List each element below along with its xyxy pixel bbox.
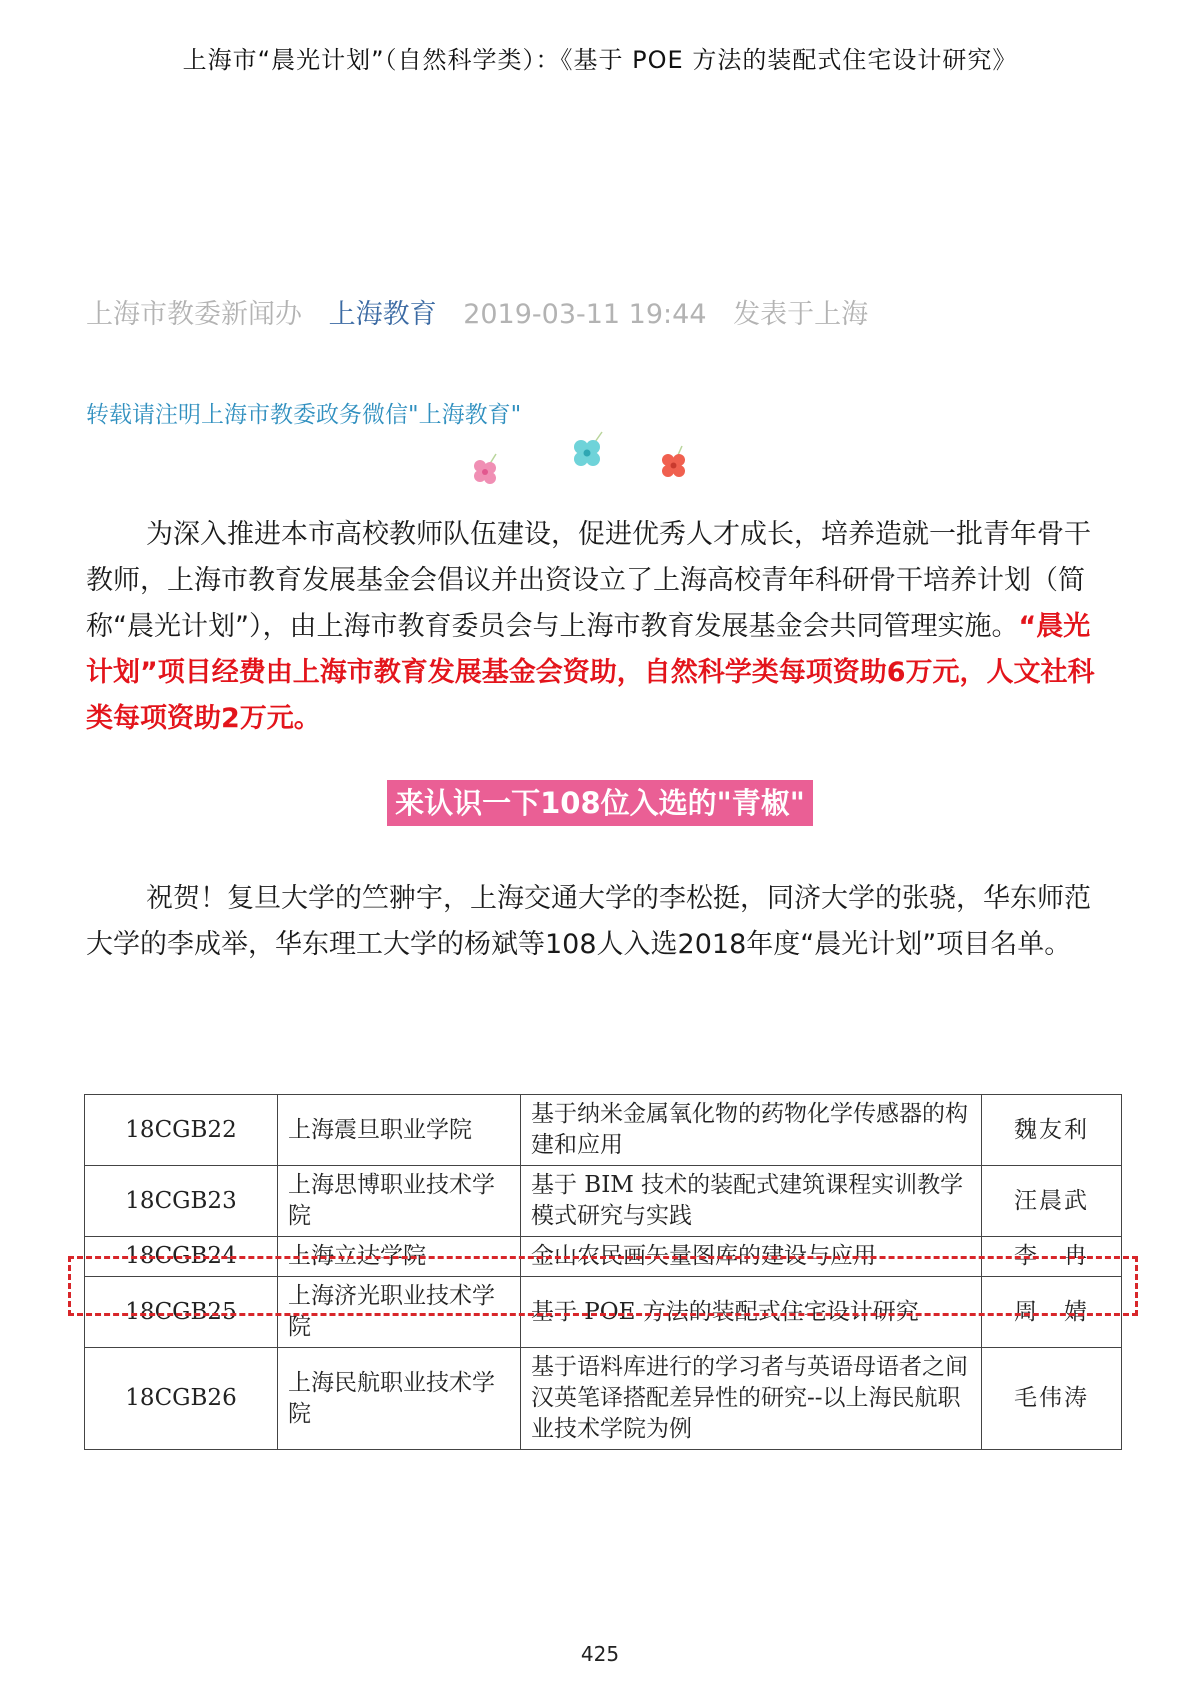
project-code: 18CGB23 (85, 1166, 278, 1237)
section-heading-wrap (0, 780, 1200, 826)
article-meta (86, 292, 886, 331)
page-number: 425 (580, 1642, 620, 1666)
table-row (85, 1277, 1122, 1348)
project-code: 18CGB22 (85, 1095, 278, 1166)
meta-source: 上海市教委新闻办 (86, 299, 302, 330)
school-name: 上海济光职业技术学院 (278, 1277, 521, 1348)
section-heading: 来认识一下108位入选的"青椒" (387, 780, 813, 826)
project-code: 18CGB25 (85, 1277, 278, 1348)
person-name: 汪晨武 (982, 1166, 1122, 1237)
person-name: 魏友利 (982, 1095, 1122, 1166)
project-title: 基于语料库进行的学习者与英语母语者之间汉英笔译搭配差异性的研究--以上海民航职业技术学院为例 (521, 1348, 982, 1450)
school-name: 上海民航职业技术学院 (278, 1348, 521, 1450)
awardee-table (84, 1094, 1122, 1450)
meta-account-link[interactable]: 上海教育 (328, 299, 437, 330)
project-code: 18CGB26 (85, 1348, 278, 1450)
school-name: 上海震旦职业学院 (278, 1095, 521, 1166)
funding-highlight-text: “晨光计划”项目经费由上海市教育发展基金会资助，自然科学类每项资助6万元，人文社科类每项资助2万元。 (86, 611, 1095, 734)
red-flower-icon (654, 444, 694, 484)
school-name: 上海立达学院 (278, 1237, 521, 1277)
project-title: 基于纳米金属氧化物的药物化学传感器的构建和应用 (521, 1095, 982, 1166)
person-name: 周 婧 (982, 1277, 1122, 1348)
repost-note: 转载请注明上海市教委政务微信"上海教育" (86, 402, 522, 428)
table-row (85, 1348, 1122, 1450)
page-header-title: 上海市“晨光计划”（自然科学类）：《基于 POE 方法的装配式住宅设计研究》 (182, 46, 1018, 74)
person-name: 毛伟涛 (982, 1348, 1122, 1450)
project-title: 基于 BIM 技术的装配式建筑课程实训教学模式研究与实践 (521, 1166, 982, 1237)
flower-decoration (0, 440, 1200, 500)
pink-flower-icon (466, 450, 506, 490)
table-row (85, 1237, 1122, 1277)
meta-datetime: 2019-03-11 19:44 (463, 299, 707, 330)
congrats-paragraph (86, 876, 1116, 968)
table-row (85, 1166, 1122, 1237)
table-row (85, 1095, 1122, 1166)
person-name: 李 冉 (982, 1237, 1122, 1277)
project-title: 基于 POE 方法的装配式住宅设计研究 (521, 1277, 982, 1348)
meta-location: 发表于上海 (733, 299, 869, 330)
project-title: 金山农民画矢量图库的建设与应用 (521, 1237, 982, 1277)
congrats-text: 祝贺！复旦大学的竺翀宇，上海交通大学的李松挺，同济大学的张骁，华东师范大学的李成举，华东理工大学的杨斌等108人入选2018年度“晨光计划”项目名单。 (86, 883, 1091, 960)
project-code: 18CGB24 (85, 1237, 278, 1277)
teal-flower-icon (566, 430, 610, 474)
school-name: 上海思博职业技术学院 (278, 1166, 521, 1237)
intro-text: 为深入推进本市高校教师队伍建设，促进优秀人才成长，培养造就一批青年骨干教师，上海市教育发展基金会倡议并出资设立了上海高校青年科研骨干培养计划（简称“晨光计划”），由上海市教育委员会与上海市教育发展基金会共同管理实施。 (86, 519, 1091, 642)
intro-paragraph (86, 512, 1116, 742)
